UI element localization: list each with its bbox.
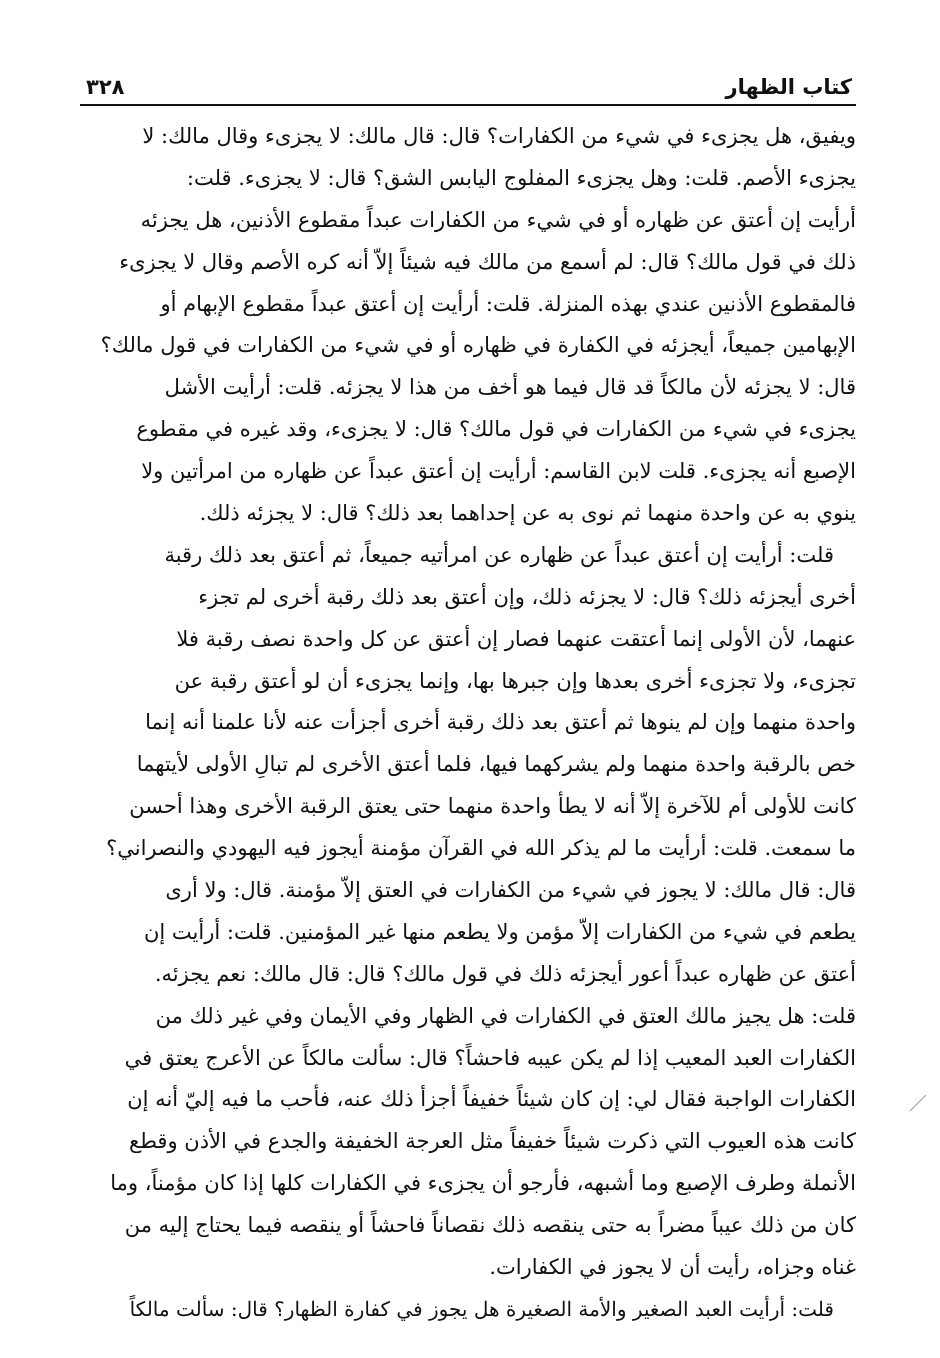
text-line: قلت: أرأيت إن أعتق عبداً عن ظهاره عن امرأتيه جميعاً، ثم أعتق بعد ذلك رقبة: [164, 542, 834, 567]
page-number: ٣٢٨: [86, 75, 125, 99]
text-line: أخرى أيجزئه ذلك؟ قال: لا يجزئه ذلك، وإن أعتق بعد ذلك رقبة أخرى لم تجزء: [198, 584, 856, 609]
text-line: الإبهامين جميعاً، أيجزئه في الكفارة في ظهاره أو في شيء من الكفارات في قول مالك؟: [100, 333, 856, 358]
text-line: غناه وجزاه، رأيت أن لا يجوز في الكفارات.: [489, 1255, 856, 1280]
text-line: ما سمعت. قلت: أرأيت ما لم يذكر الله في القرآن مؤمنة أيجوز فيه اليهودي والنصراني؟: [106, 836, 856, 861]
text-line: عنهما، لأن الأولى إنما أعتقت عنهما فصار إن أعتق عن كل واحدة نصف رقبة فلا: [176, 626, 856, 651]
text-line: أرأيت إن أعتق عن ظهاره أو في شيء من الكفارات عبداً مقطوع الأذنين، هل يجزئه: [140, 207, 856, 232]
text-line: ينوي به عن واحدة منهما ثم نوى به عن إحداهما بعد ذلك؟ قال: لا يجزئه ذلك.: [199, 501, 856, 526]
text-line: قال: قال مالك: لا يجوز في شيء من الكفارات في العتق إلاّ مؤمنة. قال: ولا أرى: [165, 878, 856, 903]
book-page: [80, 70, 856, 1321]
chapter-title: كتاب الظهار: [725, 75, 852, 99]
text-line: كانت هذه العيوب التي ذكرت شيئاً خفيفاً مثل العرجة الخفيفة والجدع في الأذن وقطع: [129, 1129, 856, 1154]
text-line: تجزىء، ولا تجزىء أخرى بعدها وإن جبرها بها، وإنما يجزىء أن لو أعتق رقبة عن: [174, 668, 856, 693]
text-line: ويفيق، هل يجزىء في شيء من الكفارات؟ قال: قال مالك: لا يجزىء وقال مالك: لا: [142, 124, 856, 148]
text-line: الإصبع أنه يجزىء. قلت لابن القاسم: أرأيت إن أعتق عبداً عن ظهاره من امرأتين ولا: [141, 459, 856, 484]
text-line: كانت للأولى أم للآخرة إلاّ أنه لا يطأ واحدة منهما حتى يعتق الرقبة الأخرى وهذا أحسن: [129, 794, 856, 819]
text-line: الأنملة وطرف الإصبع وما أشبهه، فأرجو أن يجزىء في الكفارات كلها إذا كان مؤمناً، وما: [110, 1171, 856, 1196]
text-line: خص بالرقبة واحدة منهما ولم يشركهما فيها، فلما أعتق الأخرى لم تبالِ الأولى لأيتهما: [136, 752, 856, 777]
text-line: يجزىء في شيء من الكفارات في قول مالك؟ قال: لا يجزىء، وقد غيره في مقطوع: [136, 417, 856, 442]
text-line: الكفارات الواجبة فقال لي: إن كان شيئاً خفيفاً أجزأ ذلك عنه، فأحب ما فيه إليّ أنه إن: [127, 1087, 856, 1112]
text-line: يطعم في شيء من الكفارات إلاّ مؤمن ولا يطعم منها غير المؤمنين. قلت: أرأيت إن: [143, 919, 856, 944]
pencil-mark-icon: [907, 1092, 929, 1114]
text-line: كان من ذلك عيباً مضراً به حتى ينقصه ذلك نقصاناً فاحشاً أو ينقصه فيما يحتاج إليه من: [124, 1213, 856, 1238]
text-line: الكفارات العبد المعيب إذا لم يكن عيبه فاحشاً؟ قال: سألت مالكاً عن الأعرج يعتق في: [124, 1045, 856, 1070]
text-line: قلت: أرأيت العبد الصغير والأمة الصغيرة هل يجوز في كفارة الظهار؟ قال: سألت مالكاً: [129, 1296, 834, 1321]
text-line: قال: لا يجزئه لأن مالكاً قد قال فيما هو أخف من هذا لا يجزئه. قلت: أرأيت الأشل: [164, 375, 856, 400]
text-line: أعتق عن ظهاره عبداً أعور أيجزئه ذلك في قول مالك؟ قال: قال مالك: نعم يجزئه.: [154, 961, 856, 986]
text-line: فالمقطوع الأذنين عندي بهذه المنزلة. قلت: أرأيت إن أعتق عبداً مقطوع الإبهام أو: [160, 291, 856, 316]
running-header: [80, 70, 856, 106]
text-line: ذلك في قول مالك؟ قال: لم أسمع من مالك فيه شيئاً إلاّ أنه كره الأصم وقال لا يجزىء: [119, 249, 856, 274]
text-line: قلت: هل يجيز مالك العتق في الكفارات في الظهار وفي الأيمان وفي غير ذلك من: [155, 1003, 856, 1028]
text-line: واحدة منهما وإن لم ينوها ثم أعتق بعد ذلك رقبة أخرى أجزأت عنه لأنا علمنا أنه إنما: [145, 710, 856, 735]
body-text: [80, 116, 856, 1331]
text-line: يجزىء الأصم. قلت: وهل يجزىء المفلوج اليابس الشق؟ قال: لا يجزىء. قلت:: [186, 165, 856, 190]
